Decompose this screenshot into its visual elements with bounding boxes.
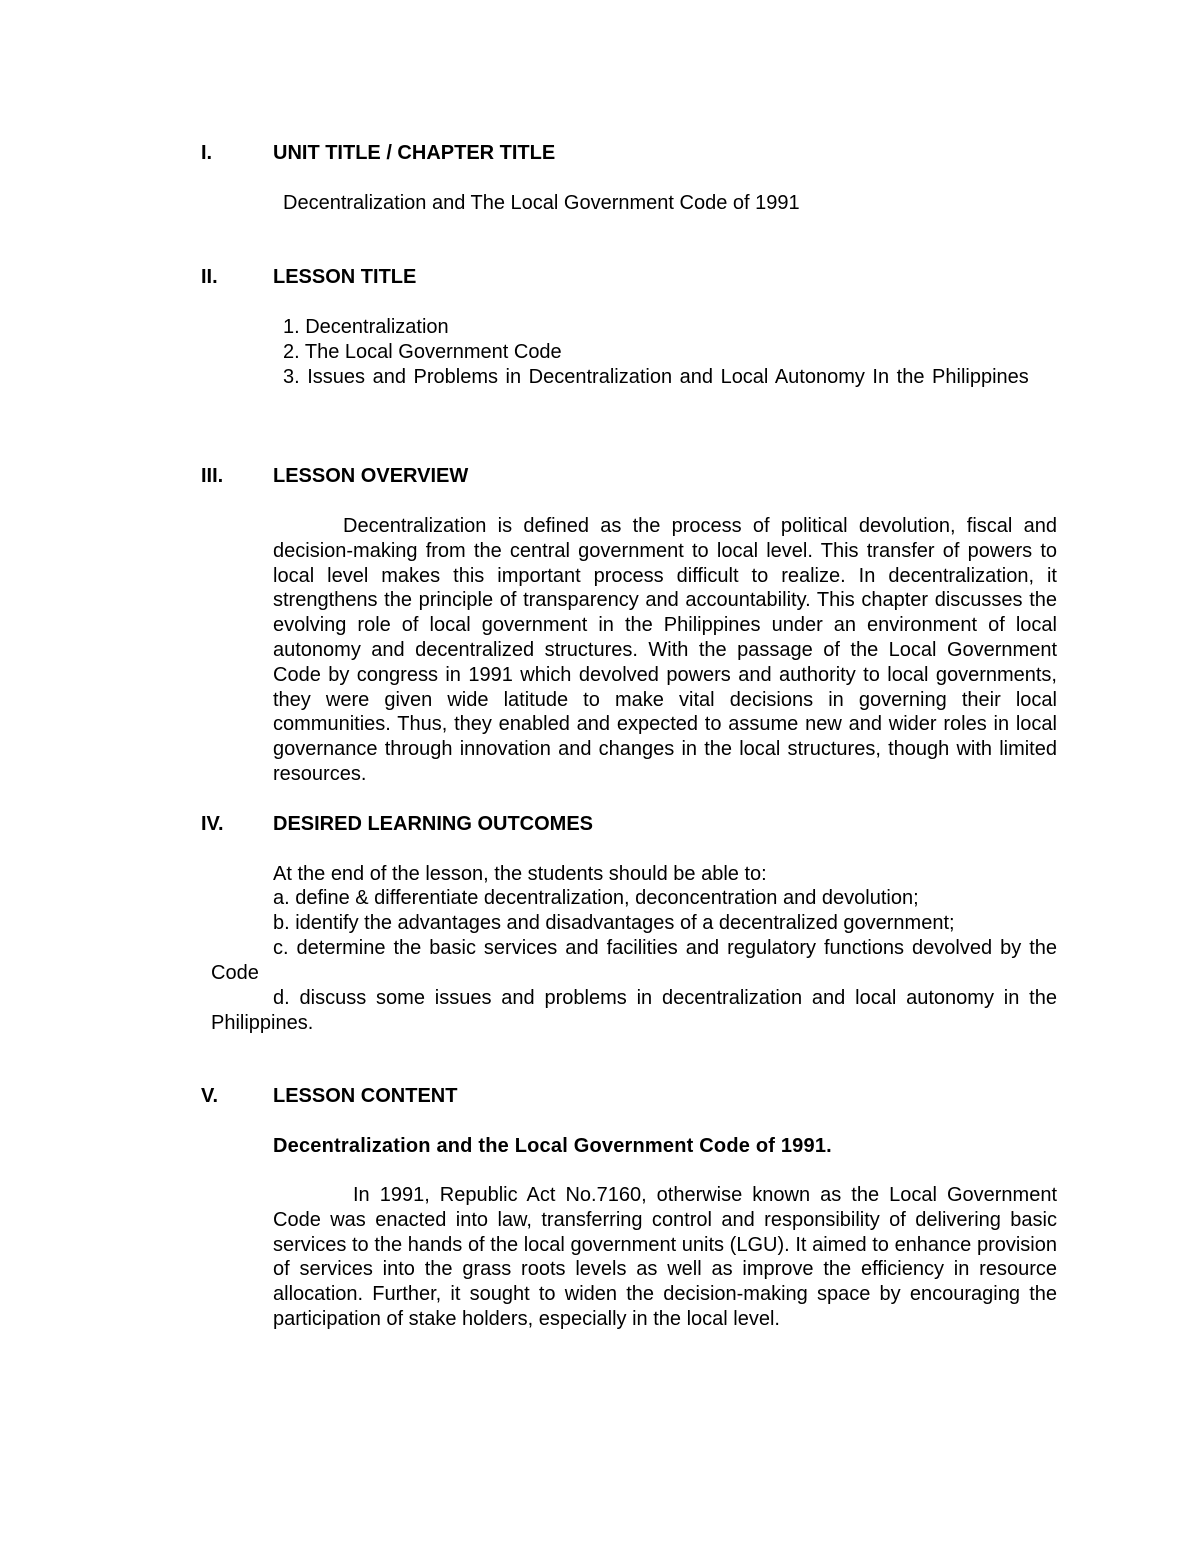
unit-title-text: Decentralization and The Local Government Code of 1991 [283, 192, 800, 214]
section-2-numeral: II. [201, 266, 218, 288]
section-3-heading: LESSON OVERVIEW [273, 465, 469, 487]
outcome-item: d. discuss some issues and problems in decentralization and local autonomy in the Philippines. [211, 987, 1057, 1034]
section-1-heading: UNIT TITLE / CHAPTER TITLE [273, 142, 556, 164]
section-1-numeral: I. [201, 142, 213, 164]
lesson-content-subheading: Decentralization and the Local Government Code of 1991. [273, 1135, 832, 1157]
lesson-title-item: 3. Issues and Problems in Decentralization and Local Autonomy In the Philippines [283, 366, 1029, 388]
lesson-content-paragraph: In 1991, Republic Act No.7160, otherwise known as the Local Government Code was enacted into law, transferring control and responsibility of delivering basic services to the hands of the local government units (LGU). It aimed to enhance provision of services into the grass roots levels as well as improve the efficiency in resource allocation. Further, it sought to widen the decision-making space by encouraging the participation of stake holders, especially in the local level. [273, 1184, 1057, 1330]
section-2-heading: LESSON TITLE [273, 266, 417, 288]
section-5-heading: LESSON CONTENT [273, 1085, 458, 1107]
section-5-numeral: V. [201, 1085, 219, 1107]
lesson-overview-paragraph: Decentralization is defined as the process of political devolution, fiscal and decision-making from the central government to local level. This transfer of powers to local level makes this important process difficult to realize. In decentralization, it strengthens the principle of transparency and accountability. This chapter discusses the evolving role of local government in the Philippines under an environment of local autonomy and decentralized structures. With the passage of the Local Government Code by congress in 1991 which devolved powers and authority to local governments, they were given wide latitude to make vital decisions in governing their local communities. Thus, they enabled and expected to assume new and wider roles in local governance through innovation and changes in the local structures, though with limited resources. [273, 515, 1057, 785]
outcomes-intro: At the end of the lesson, the students should be able to: [273, 863, 767, 885]
section-3-numeral: III. [201, 465, 224, 487]
lesson-title-item: 1. Decentralization [283, 316, 449, 338]
lesson-title-item: 2. The Local Government Code [283, 341, 562, 363]
outcome-item: b. identify the advantages and disadvantages of a decentralized government; [273, 912, 955, 934]
section-4-numeral: IV. [201, 813, 224, 835]
outcome-item: a. define & differentiate decentralization, deconcentration and devolution; [273, 887, 919, 909]
outcome-item: c. determine the basic services and facilities and regulatory functions devolved by the Code [211, 937, 1057, 984]
section-4-heading: DESIRED LEARNING OUTCOMES [273, 813, 594, 835]
